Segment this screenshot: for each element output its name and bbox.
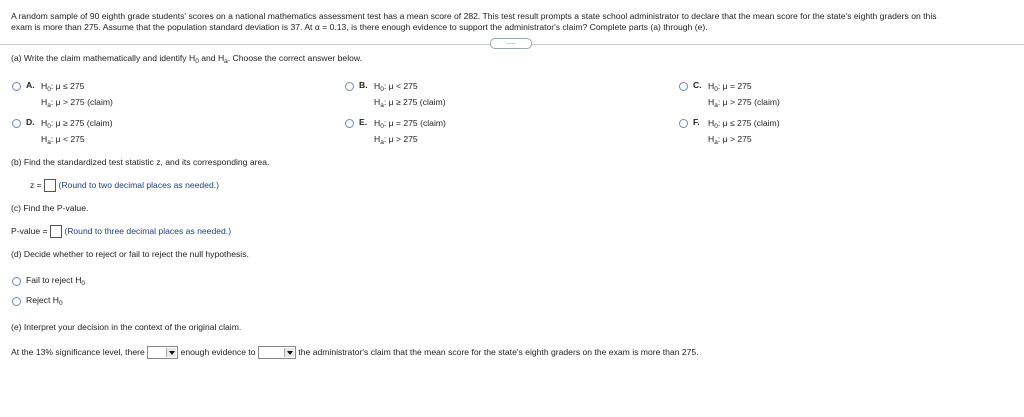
option-e[interactable] [345,117,446,149]
option-letter: F. [693,117,700,127]
part-a-prompt: (a) Write the claim mathematically and identify $H_0$ and $H_a$. Choose the correct answer below. [11,53,363,65]
support-reject-dropdown[interactable] [258,346,296,359]
radio-option-d[interactable] [12,119,21,128]
part-b-prompt: (b) Find the standardized test statistic z, and its corresponding area. [11,157,270,167]
option-c[interactable] [679,80,780,112]
option-f-ha: $H_a$: μ > 275 [708,134,752,146]
radio-option-f[interactable] [679,119,688,128]
p-value-answer-row [11,225,231,238]
radio-option-c[interactable] [679,82,688,91]
p-value-hint: (Round to three decimal places as needed.) [64,225,232,236]
z-input[interactable] [44,179,56,192]
option-b-h0: $H_0$: μ < 275 [374,81,418,93]
interpretation-text-1: At the 13% significance level, there [11,346,145,357]
part-d-prompt: (d) Decide whether to reject or fail to reject the null hypothesis. [11,249,249,259]
problem-line-1: A random sample of 90 eighth grade students' scores on a national mathematics assessment test has a mean score of 282. This test result prompts a state school administrator to declare that the mean score for the state's eighth graders on this [11,11,937,21]
option-letter: C. [693,80,702,90]
option-d[interactable] [12,117,113,149]
option-c-h0: $H_0$: μ = 275 [708,81,752,93]
option-d-h0: $H_0$: μ ≥ 275 (claim) [41,118,113,130]
part-e-prompt: (e) Interpret your decision in the context of the original claim. [11,322,242,332]
fail-to-reject-label: Fail to reject $H_0$ [26,275,86,287]
interpretation-text-2: enough evidence to [180,346,256,357]
option-letter: D. [26,117,35,127]
option-a-h0: $H_0$: μ ≤ 275 [41,81,85,93]
option-b-ha: $H_a$: μ ≥ 275 (claim) [374,97,446,109]
option-f[interactable] [679,117,780,149]
interpretation-row [11,346,699,359]
problem-line-2: exam is more than 275. Assume that the population standard deviation is 37. At α = 0.13, is there enough evidence to support the administrator's claim? Complete parts (a) through (e). [11,22,708,32]
z-answer-row [30,179,219,192]
radio-option-e[interactable] [345,119,354,128]
radio-reject[interactable] [12,297,21,306]
option-d-ha: $H_a$: μ < 275 [41,134,85,146]
chevron-down-icon[interactable] [284,348,294,357]
option-c-ha: $H_a$: μ > 275 (claim) [708,97,780,109]
z-hint: (Round to two decimal places as needed.) [58,179,219,190]
option-f-h0: $H_0$: μ ≤ 275 (claim) [708,118,780,130]
radio-option-b[interactable] [345,82,354,91]
evidence-dropdown[interactable] [147,346,178,359]
chevron-down-icon[interactable] [166,348,176,357]
reject-label: Reject $H_0$ [26,295,63,307]
option-letter: A. [26,80,35,90]
p-value-input[interactable] [50,225,62,238]
option-e-ha: $H_a$: μ > 275 [374,134,418,146]
p-value-label: P-value = [11,225,48,236]
option-a-ha: $H_a$: μ > 275 (claim) [41,97,113,109]
option-fail-to-reject[interactable] [12,275,85,287]
option-e-h0: $H_0$: μ = 275 (claim) [374,118,446,130]
option-letter: E. [359,117,368,127]
expand-more-button[interactable]: ..... [490,38,532,49]
problem-statement [11,11,1016,33]
part-c-prompt: (c) Find the P-value. [11,203,89,213]
option-reject[interactable] [12,295,63,307]
option-b[interactable] [345,80,446,112]
radio-option-a[interactable] [12,82,21,91]
radio-fail-to-reject[interactable] [12,277,21,286]
option-letter: B. [359,80,368,90]
z-label: z = [30,179,42,190]
interpretation-text-3: the administrator's claim that the mean score for the state's eighth graders on the exam is more than 275. [298,346,699,357]
option-a[interactable] [12,80,113,112]
